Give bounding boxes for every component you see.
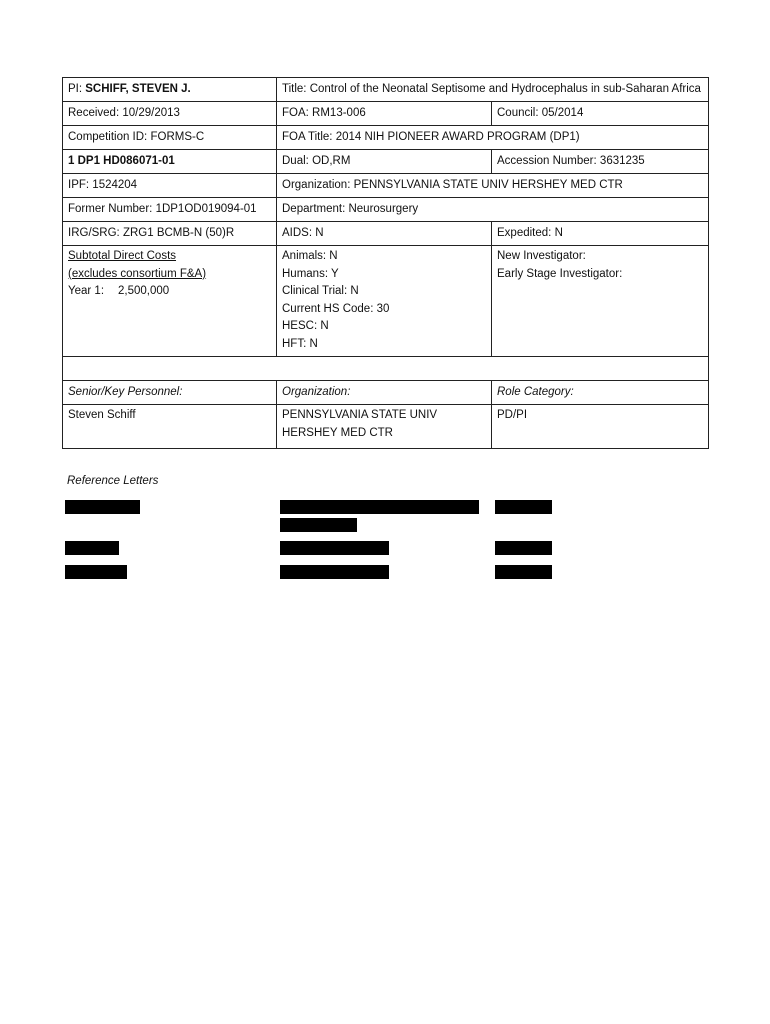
council-value: 05/2014 [541, 106, 584, 119]
costs-cell [63, 246, 277, 357]
ipf-cell [63, 174, 277, 198]
aids-cell [277, 222, 492, 246]
irg-label: IRG/SRG: [68, 226, 120, 239]
council-label: Council: [497, 106, 539, 119]
table-row [63, 405, 709, 449]
flags-cell [277, 246, 492, 357]
foa-label: FOA: [282, 106, 309, 119]
redaction-bar [280, 518, 357, 532]
competition-value: FORMS-C [150, 130, 205, 143]
organization-cell [277, 174, 709, 198]
year-1-row [68, 283, 271, 301]
row-ipf [63, 174, 709, 198]
redaction-bar [280, 500, 479, 514]
humans-flag: Humans: Y [282, 267, 339, 280]
former-number-value: 1DP1OD019094-01 [155, 202, 257, 215]
expedited-label: Expedited: [497, 226, 552, 239]
competition-cell [63, 126, 277, 150]
competition-label: Competition ID: [68, 130, 148, 143]
redaction-bar [65, 541, 119, 555]
received-value: 10/29/2013 [122, 106, 180, 119]
pi-cell [63, 78, 277, 102]
personnel-role-header: Role Category: [492, 381, 709, 405]
ipf-label: IPF: [68, 178, 90, 191]
aids-label: AIDS: [282, 226, 313, 239]
personnel-header: Senior/Key Personnel: [63, 381, 277, 405]
dual-value: OD,RM [312, 154, 351, 167]
accession-cell [492, 150, 709, 174]
foa-value: RM13-006 [312, 106, 366, 119]
investigator-cell [492, 246, 709, 357]
animals-flag: Animals: N [282, 250, 338, 262]
grant-summary-table [62, 77, 709, 449]
year-1-value: 2,500,000 [118, 285, 170, 297]
foa-cell [277, 102, 492, 126]
department-value: Neurosurgery [348, 202, 419, 215]
foa-title-value: 2014 NIH PIONEER AWARD PROGRAM (DP1) [335, 130, 580, 143]
received-label: Received: [68, 106, 120, 119]
pi-name: SCHIFF, STEVEN J. [85, 82, 191, 95]
received-cell [63, 102, 277, 126]
council-cell [492, 102, 709, 126]
irg-value: ZRG1 BCMB-N (50)R [122, 226, 235, 239]
organization-label: Organization: [282, 178, 351, 191]
organization-value: PENNSYLVANIA STATE UNIV HERSHEY MED CTR [353, 178, 623, 191]
personnel-role: PD/PI [492, 405, 709, 449]
hesc-flag: HESC: N [282, 320, 329, 332]
clinical-trial-flag: Clinical Trial: N [282, 285, 359, 297]
dual-label: Dual: [282, 154, 309, 167]
foa-title-cell [277, 126, 709, 150]
row-former-number [63, 198, 709, 222]
redaction-bar [65, 500, 140, 514]
former-number-cell [63, 198, 277, 222]
costs-line-1: Subtotal Direct Costs [68, 250, 177, 262]
personnel-name: Steven Schiff [63, 405, 277, 449]
row-costs [63, 246, 709, 357]
pi-label: PI: [68, 82, 83, 95]
department-label: Department: [282, 202, 346, 215]
redaction-bar [495, 541, 552, 555]
row-irg [63, 222, 709, 246]
blank-cell [63, 357, 709, 381]
ipf-value: 1524204 [92, 178, 138, 191]
row-received [63, 102, 709, 126]
accession-label: Accession Number: [497, 154, 597, 167]
row-blank [63, 357, 709, 381]
former-number-label: Former Number: [68, 202, 153, 215]
early-stage-investigator: Early Stage Investigator: [497, 267, 623, 280]
row-competition [63, 126, 709, 150]
redaction-bar [495, 565, 552, 579]
hft-flag: HFT: N [282, 337, 318, 350]
dual-cell [277, 150, 492, 174]
title-value: Control of the Neonatal Septisome and Hydrocephalus in sub-Saharan Africa [309, 82, 701, 95]
foa-title-label: FOA Title: [282, 130, 333, 143]
row-grant-number [63, 150, 709, 174]
row-personnel-headers [63, 381, 709, 405]
personnel-org-line-1: PENNSYLVANIA STATE UNIV [282, 409, 438, 421]
row-pi-title [63, 78, 709, 102]
redaction-bar [495, 500, 552, 514]
title-label: Title: [282, 82, 307, 95]
costs-line-2: (excludes consortium F&A) [68, 267, 207, 280]
grant-number: 1 DP1 HD086071-01 [63, 150, 277, 174]
title-cell [277, 78, 709, 102]
aids-value: N [315, 226, 324, 239]
department-cell [277, 198, 709, 222]
personnel-org-line-2: HERSHEY MED CTR [282, 426, 393, 439]
accession-value: 3631235 [599, 154, 645, 167]
redaction-bar [280, 541, 389, 555]
expedited-cell [492, 222, 709, 246]
irg-cell [63, 222, 277, 246]
redaction-bar [280, 565, 389, 579]
redaction-bar [65, 565, 127, 579]
expedited-value: N [554, 226, 563, 239]
hs-code-flag: Current HS Code: 30 [282, 302, 390, 315]
year-1-label: Year 1: [68, 285, 105, 297]
personnel-org-header: Organization: [277, 381, 492, 405]
new-investigator: New Investigator: [497, 250, 586, 262]
reference-letters-title: Reference Letters [67, 475, 159, 487]
personnel-org [277, 405, 492, 449]
